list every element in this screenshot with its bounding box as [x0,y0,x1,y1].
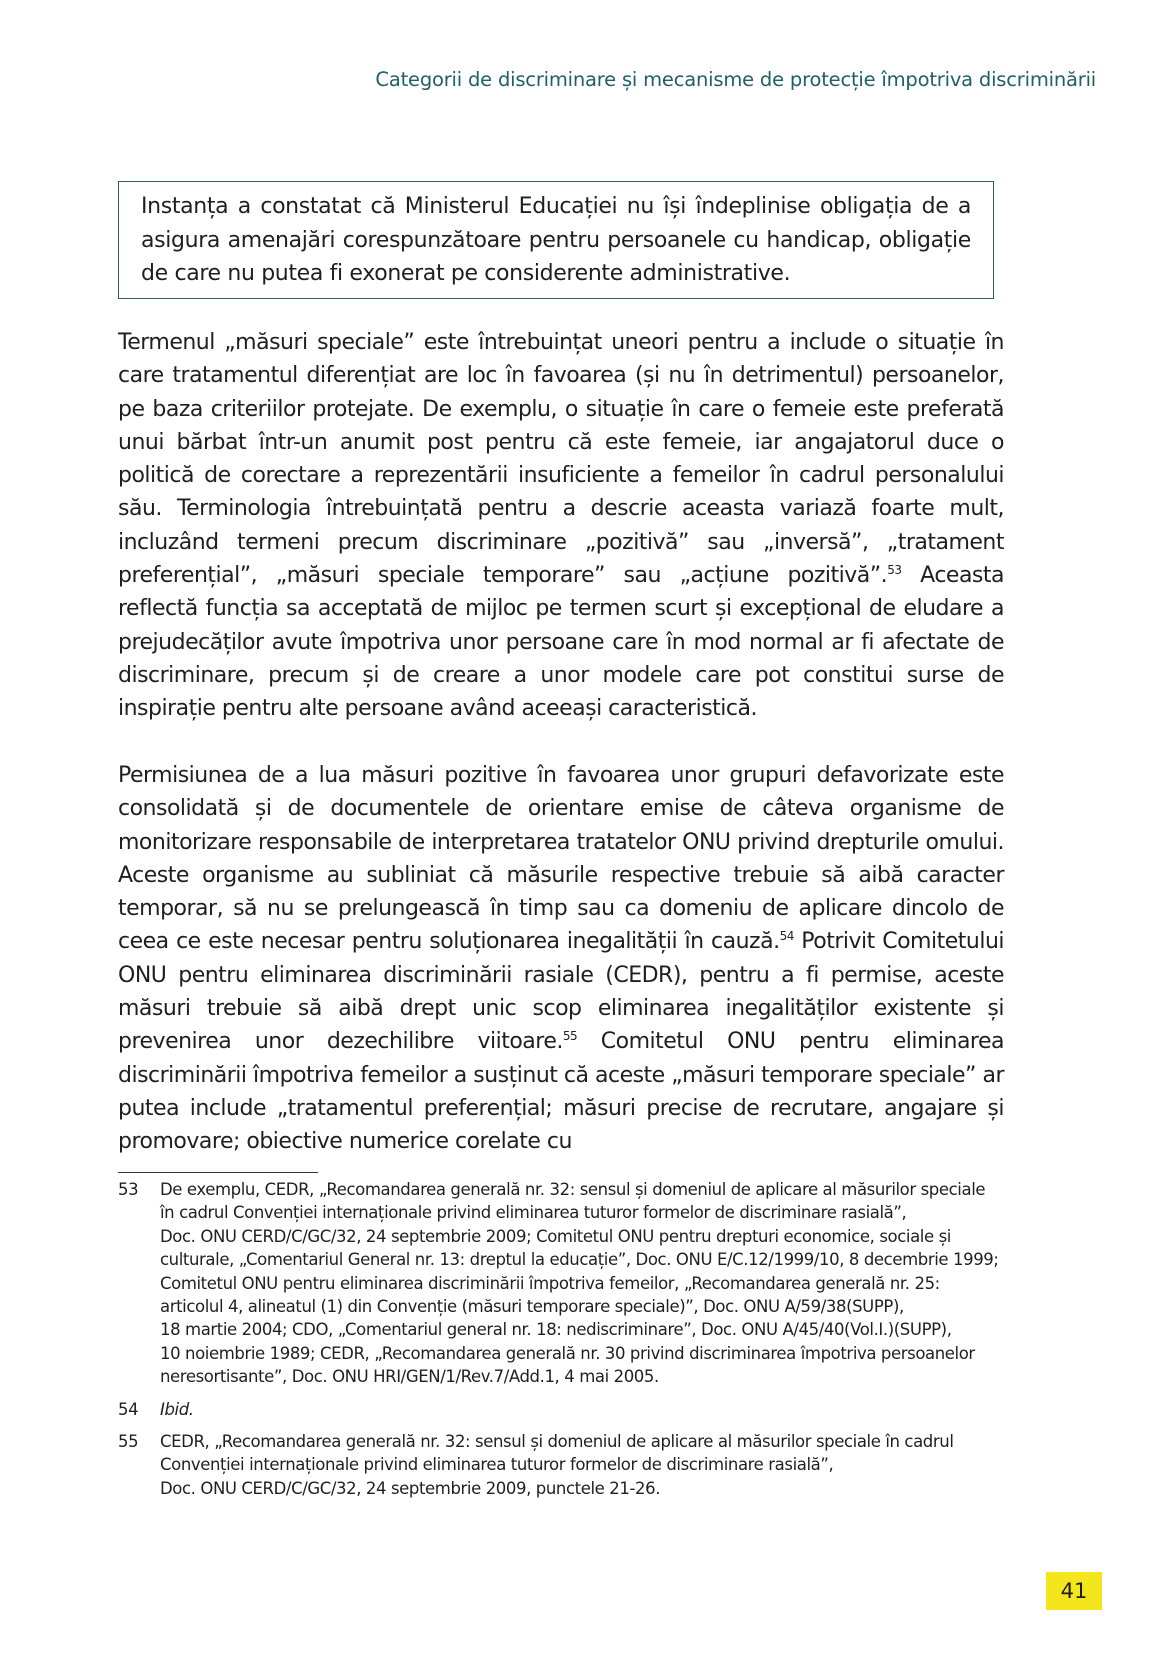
paragraph-2-text [118,759,1004,1159]
paragraph-2-part-a: Permisiunea de a lua măsuri pozitive în favoarea unor grupuri defavorizate este consolidată și de documentele de orientare emise de câteva organisme de monitorizare responsabile de interpretarea tratatelor ONU privind drepturile omului. Aceste organisme au subliniat că măsurile respective trebuie să aibă caracter temporar, să nu se prelungească în timp sau ca domeniu de aplicare dincolo de ceea ce este necesar pentru soluționarea inegalității în cauză. [118,763,1004,955]
footnote-54 [118,1398,1008,1421]
footnote-line: culturale, „Comentariul General nr. 13: dreptul la educație”, Doc. ONU E/C.12/1999/10, 8 decembrie 1999; [160,1250,999,1270]
paragraph-2-part-b: Potrivit Comitetului ONU pentru eliminarea discriminării rasiale (CEDR), pentru a fi permise, aceste măsuri trebuie să aibă drept unic scop eliminarea inegalităților existente și prevenirea unor dezechilibre viitoare. [118,929,1004,1055]
paragraph-positive-measures [118,326,1004,726]
footnote-ref-54[interactable]: 54 [779,929,794,944]
footnote-text [160,1430,1008,1500]
footnote-line: Doc. ONU CERD/C/GC/32, 24 septembrie 2009, punctele 21-26. [160,1478,661,1498]
footnote-line: Comitetul ONU pentru eliminarea discriminării împotriva femeilor, „Recomandarea generală nr. 25: [160,1273,940,1293]
footnote-number: 54 [118,1399,139,1419]
footnote-number: 53 [118,1180,139,1199]
footnote-line: Ibid. [160,1399,194,1419]
footnote-divider [118,1172,318,1173]
footnote-text [160,1398,1008,1421]
footnote-53 [118,1178,1008,1389]
footnote-line: 18 martie 2004; CDO, „Comentariul general nr. 18: nediscriminare”, Doc. ONU A/45/40(Vol.I.)(SUPP), [160,1320,952,1340]
paragraph-1-text [118,326,1004,726]
footnote-line: 10 noiembrie 1989; CEDR, „Recomandarea generală nr. 30 privind discriminarea împotriva persoanelor [160,1343,975,1363]
footnote-line: neresortisante”, Doc. ONU HRI/GEN/1/Rev.7/Add.1, 4 mai 2005. [160,1367,659,1387]
footnote-ref-55[interactable]: 55 [562,1029,578,1044]
paragraph-2-part-c: Comitetul ONU pentru eliminarea discriminării împotriva femeilor a susținut că aceste „măsuri temporare speciale” ar putea include „tratamentul preferențial; măsuri precise de recrutare, angajare și promovare; obiective numerice corelate cu [118,1029,1005,1155]
footnote-line: CEDR, „Recomandarea generală nr. 32: sensul și domeniul de aplicare al măsurilor speciale în cadrul [160,1432,954,1452]
footnotes [118,1178,1008,1509]
paragraph-1-part-b: Aceasta reflectă funcția sa acceptată de mijloc pe termen scurt și excepțional de eludare a prejudecăților avute împotriva unor persoane care în mod normal ar fi afectate de discriminare, precum și de creare a unor modele care pot constitui surse de inspirație pentru alte persoane având aceeași caracteristică. [118,563,1005,722]
footnote-55 [118,1430,1008,1500]
footnote-line: De exemplu, CEDR, „Recomandarea generală nr. 32: sensul și domeniul de aplicare al măsurilor speciale [160,1180,986,1199]
paragraph-un-guidance [118,759,1004,1159]
footnote-line: în cadrul Convenției internaționale privind eliminarea tuturor formelor de discriminare rasială”, [160,1203,907,1223]
footnote-line: Convenției internaționale privind eliminarea tuturor formelor de discriminare rasială”, [160,1455,834,1475]
page-number: 41 [1046,1572,1102,1610]
footnote-ref-53[interactable]: 53 [887,563,902,578]
boxed-quote [118,181,994,299]
boxed-quote-text: Instanța a constatat că Ministerul Educației nu își îndeplinise obligația de a asigura amenajări corespunzătoare pentru persoanele cu handicap, obligație de care nu putea fi exonerat pe considerente administrative. [141,194,971,286]
footnote-line: Doc. ONU CERD/C/GC/32, 24 septembrie 2009; Comitetul ONU pentru drepturi economice, sociale și [160,1226,951,1246]
paragraph-1-part-a: Termenul „măsuri speciale” este întrebuințat uneori pentru a include o situație în care tratamentul diferențiat are loc în favoarea (și nu în detrimentul) persoanelor, pe baza criteriilor protejate. De exemplu, o situație în care o femeie este preferată unui bărbat într-un anumit post pentru că este femeie, iar angajatorul duce o politică de corectare a reprezentării insuficiente a femeilor în cadrul personalului său. Terminologia întrebuințată pentru a descrie aceasta variază foarte mult, incluzând termeni precum discriminare „pozitivă” sau „inversă”, „tratament preferențial”, „măsuri speciale temporare” sau „acțiune pozitivă”. [118,330,1004,589]
footnote-number: 55 [118,1432,139,1452]
footnote-text [160,1178,1008,1389]
running-header: Categorii de discriminare și mecanisme de protecție împotriva discriminării [375,68,1096,91]
footnote-line: articolul 4, alineatul (1) din Convenție (măsuri temporare speciale)”, Doc. ONU A/59/38(SUPP), [160,1297,904,1317]
